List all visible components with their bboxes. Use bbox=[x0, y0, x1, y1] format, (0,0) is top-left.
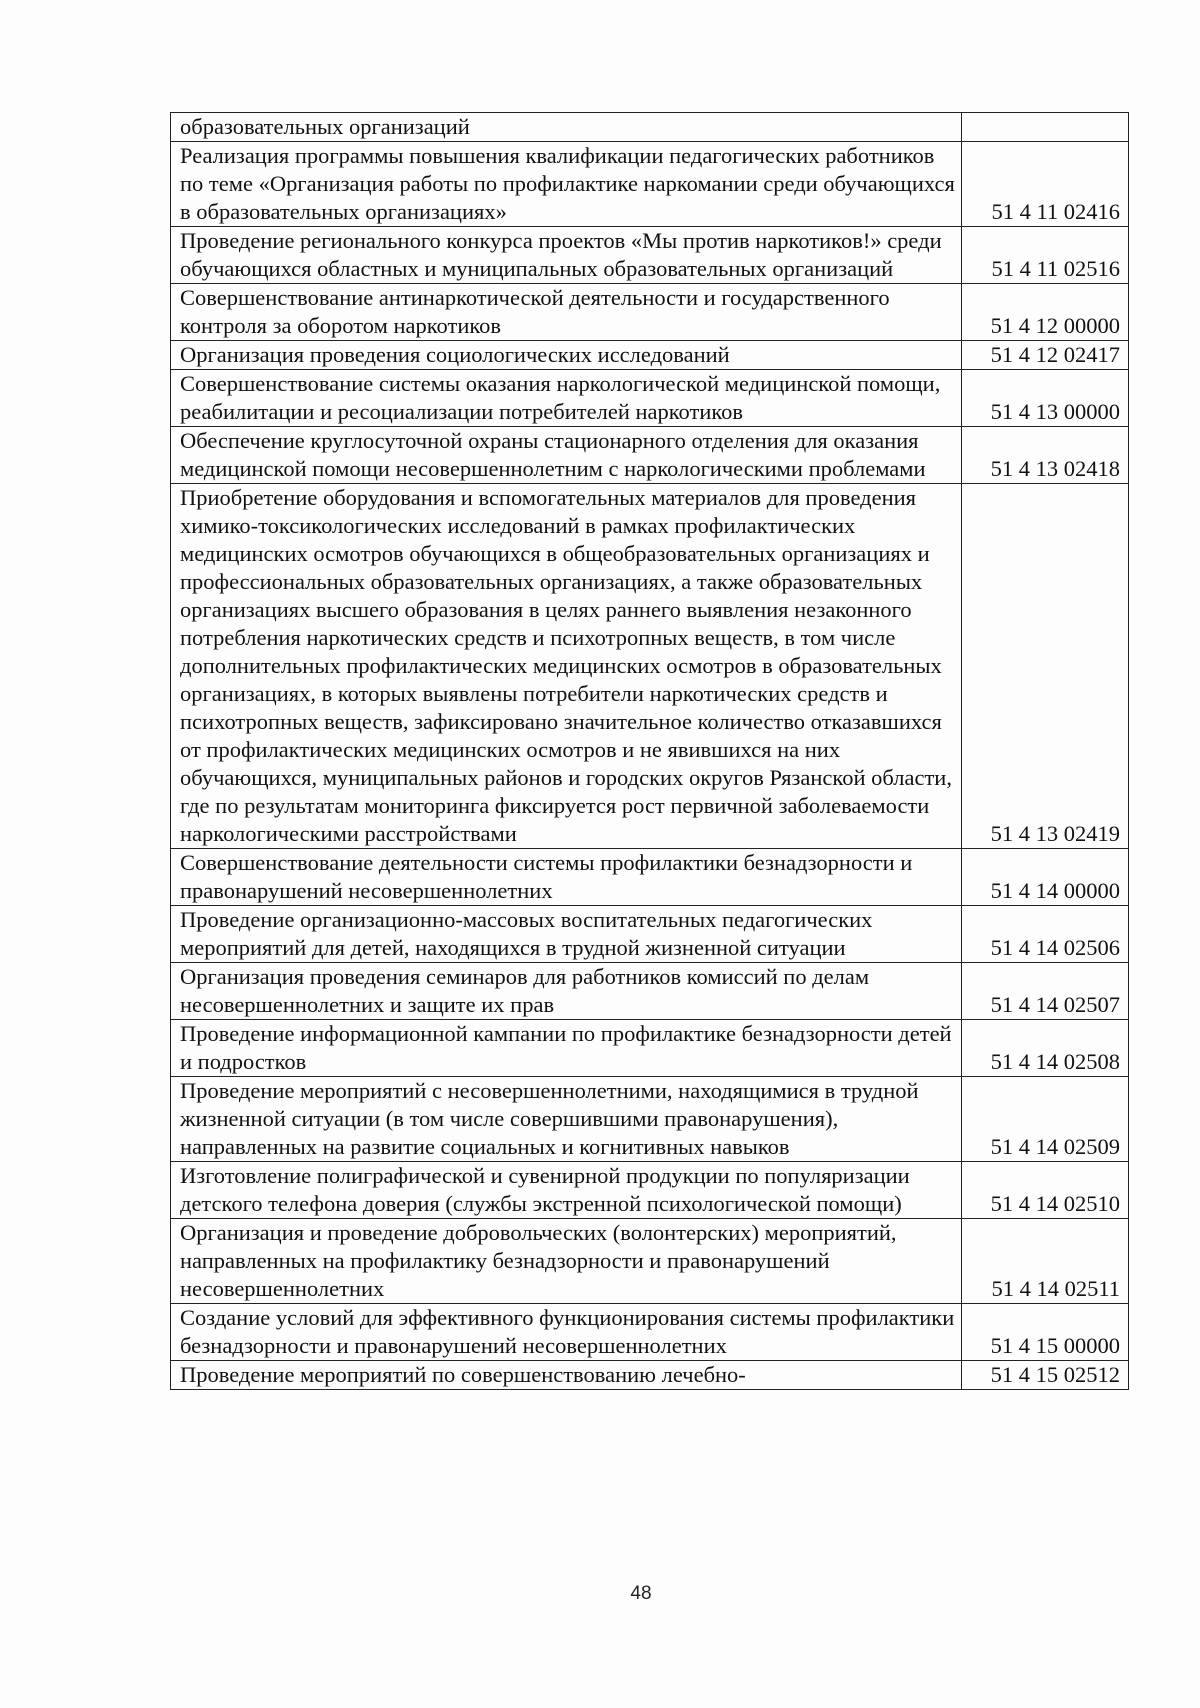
row-name-cell bbox=[171, 113, 962, 142]
row-name-cell bbox=[171, 1077, 962, 1162]
row-name-cell bbox=[171, 906, 962, 963]
table-row bbox=[171, 1020, 1129, 1077]
row-code-cell: 51 4 13 00000 bbox=[962, 370, 1129, 427]
row-name-text: Проведение информационной кампании по профилактике безнадзорности детей и подростков bbox=[180, 1021, 952, 1074]
table-row bbox=[171, 370, 1129, 427]
row-code-cell: 51 4 14 02507 bbox=[962, 963, 1129, 1020]
table-row bbox=[171, 1219, 1129, 1304]
row-name-text: Организация и проведение добровольческих (волонтерских) мероприятий, направленных на профилактику безнадзорности и правонарушений несовершеннолетних bbox=[180, 1220, 897, 1301]
row-name-text: Проведение организационно-массовых воспитательных педагогических мероприятий для детей, находящихся в трудной жизненной ситуации bbox=[180, 907, 873, 960]
row-code-cell: 51 4 11 02516 bbox=[962, 227, 1129, 284]
page-number: 48 bbox=[630, 1583, 652, 1604]
row-code-cell: 51 4 11 02416 bbox=[962, 142, 1129, 227]
row-name-cell bbox=[171, 1020, 962, 1077]
row-name-cell bbox=[171, 1361, 962, 1390]
table-row bbox=[171, 284, 1129, 341]
table-row bbox=[171, 963, 1129, 1020]
table-row bbox=[171, 427, 1129, 484]
row-name-text: Организация проведения семинаров для работников комиссий по делам несовершеннолетних и защите их прав bbox=[180, 964, 870, 1017]
table-body bbox=[171, 113, 1129, 1390]
row-code-cell bbox=[962, 113, 1129, 142]
row-name-text: Организация проведения социологических исследований bbox=[180, 342, 730, 367]
row-name-cell bbox=[171, 1219, 962, 1304]
row-code-cell: 51 4 14 02506 bbox=[962, 906, 1129, 963]
row-name-text: Совершенствование системы оказания наркологической медицинской помощи, реабилитации и ресоциализации потребителей наркотиков bbox=[180, 371, 941, 424]
row-name-cell bbox=[171, 484, 962, 849]
row-name-text: Проведение мероприятий по совершенствованию лечебно- bbox=[180, 1362, 746, 1387]
row-name-text: Приобретение оборудования и вспомогательных материалов для проведения химико-токсикологических исследований в рамках профилактических медицинских осмотров обучающихся в общеобразовательных организациях и профессиональных образовательных организациях, а также образовательных организациях высшего образования в целях раннего выявления незаконного потребления наркотических средств и психотропных веществ, в том числе дополнительных профилактических медицинских осмотров в образовательных организациях, в которых выявлены потребители наркотических средств и психотропных веществ, зафиксировано значительное количество отказавшихся от профилактических медицинских осмотров и не явившихся на них обучающихся, муниципальных районов и городских округов Рязанской области, где по результатам мониторинга фиксируется рост первичной заболеваемости наркологическими расстройствами bbox=[180, 485, 952, 846]
row-name-cell bbox=[171, 227, 962, 284]
row-name-text: Совершенствование антинаркотической деятельности и государственного контроля за оборотом наркотиков bbox=[180, 285, 890, 338]
table-row bbox=[171, 1077, 1129, 1162]
row-code-cell: 51 4 12 00000 bbox=[962, 284, 1129, 341]
row-code-cell: 51 4 14 02510 bbox=[962, 1162, 1129, 1219]
row-name-text: Реализация программы повышения квалификации педагогических работников по теме «Организация работы по профилактике наркомании среди обучающихся в образовательных организациях» bbox=[180, 143, 955, 224]
table-row bbox=[171, 849, 1129, 906]
row-name-text: Изготовление полиграфической и сувенирной продукции по популяризации детского телефона доверия (службы экстренной психологической помощи) bbox=[180, 1163, 910, 1216]
row-name-cell bbox=[171, 370, 962, 427]
row-name-text: Обеспечение круглосуточной охраны стационарного отделения для оказания медицинской помощи несовершеннолетним с наркологическими проблемами bbox=[180, 428, 926, 481]
row-code-cell: 51 4 14 02508 bbox=[962, 1020, 1129, 1077]
budget-code-table bbox=[170, 112, 1129, 1390]
table-row bbox=[171, 906, 1129, 963]
table-row bbox=[171, 113, 1129, 142]
row-name-text: Создание условий для эффективного функционирования системы профилактики безнадзорности и правонарушений несовершеннолетних bbox=[180, 1305, 955, 1358]
row-name-cell bbox=[171, 142, 962, 227]
row-code-cell: 51 4 13 02419 bbox=[962, 484, 1129, 849]
row-code-cell: 51 4 12 02417 bbox=[962, 341, 1129, 370]
row-name-cell bbox=[171, 341, 962, 370]
table-row bbox=[171, 142, 1129, 227]
table-row bbox=[171, 227, 1129, 284]
row-name-cell bbox=[171, 963, 962, 1020]
table-row bbox=[171, 1304, 1129, 1361]
row-name-text: Совершенствование деятельности системы профилактики безнадзорности и правонарушений несовершеннолетних bbox=[180, 850, 913, 903]
row-name-text: Проведение регионального конкурса проектов «Мы против наркотиков!» среди обучающихся областных и муниципальных образовательных организаций bbox=[180, 228, 942, 281]
row-code-cell: 51 4 13 02418 bbox=[962, 427, 1129, 484]
table-row bbox=[171, 1162, 1129, 1219]
table-row bbox=[171, 341, 1129, 370]
row-code-cell: 51 4 15 00000 bbox=[962, 1304, 1129, 1361]
row-name-cell bbox=[171, 849, 962, 906]
row-code-cell: 51 4 15 02512 bbox=[962, 1361, 1129, 1390]
row-code-cell: 51 4 14 02509 bbox=[962, 1077, 1129, 1162]
row-name-text: образовательных организаций bbox=[180, 114, 470, 139]
row-code-cell: 51 4 14 02511 bbox=[962, 1219, 1129, 1304]
table-row bbox=[171, 484, 1129, 849]
table-row bbox=[171, 1361, 1129, 1390]
row-code-cell: 51 4 14 00000 bbox=[962, 849, 1129, 906]
row-name-cell bbox=[171, 284, 962, 341]
row-name-text: Проведение мероприятий с несовершеннолетними, находящимися в трудной жизненной ситуации (в том числе совершившими правонарушения), направленных на развитие социальных и когнитивных навыков bbox=[180, 1078, 919, 1159]
row-name-cell bbox=[171, 427, 962, 484]
row-name-cell bbox=[171, 1162, 962, 1219]
row-name-cell bbox=[171, 1304, 962, 1361]
